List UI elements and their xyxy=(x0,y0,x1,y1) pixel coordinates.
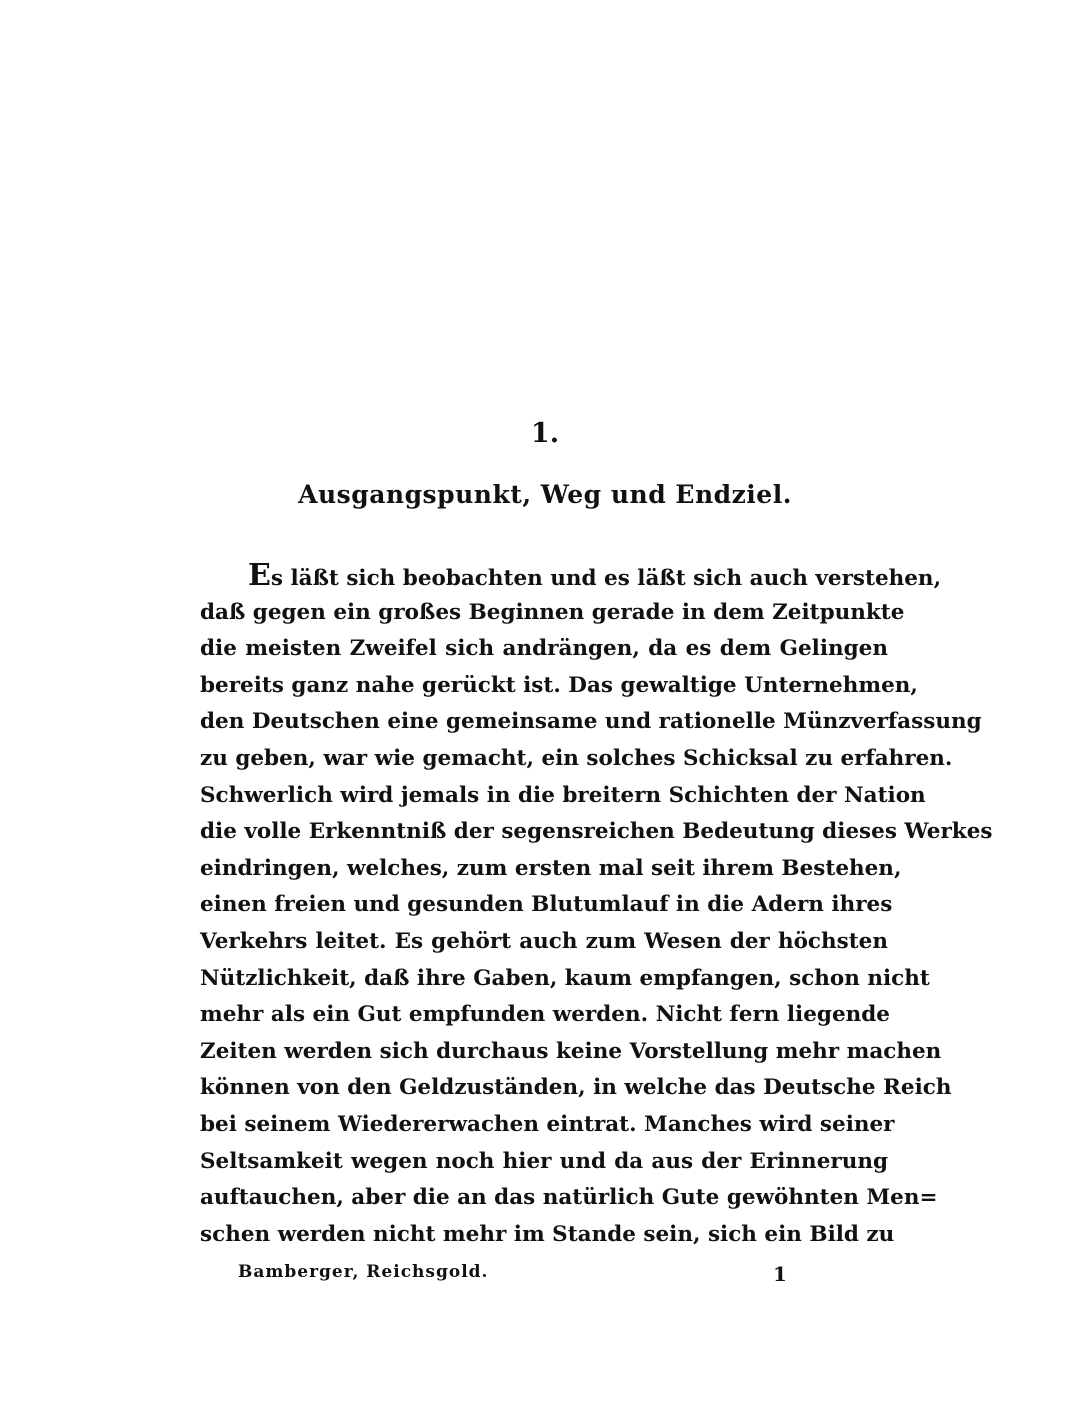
sheet-number: 1 xyxy=(773,1262,787,1286)
signature-mark: Bamberger, Reichsgold. xyxy=(238,1262,489,1282)
text-line: daß gegen ein großes Beginnen gerade in dem Zeitpunkte xyxy=(200,599,905,625)
text-line xyxy=(200,558,942,595)
text-line: einen freien und gesunden Blutumlauf in die Adern ihres xyxy=(200,892,893,918)
text-line: Verkehrs leitet. Es gehört auch zum Wesen der höchsten xyxy=(200,928,888,954)
body-paragraph xyxy=(200,558,993,1253)
text-line: Schwerlich wird jemals in die breitern Schichten der Nation xyxy=(200,782,926,808)
page-footer xyxy=(238,1262,798,1292)
text-line-content: s läßt sich beobachten und es läßt sich auch verstehen, xyxy=(270,566,942,591)
text-line: bei seinem Wiedererwachen eintrat. Manches wird seiner xyxy=(200,1111,895,1137)
text-line: auftauchen, aber die an das natürlich Gute gewöhnten Men= xyxy=(200,1185,938,1211)
text-line: mehr als ein Gut empfunden werden. Nicht fern liegende xyxy=(200,1002,890,1028)
text-line: Zeiten werden sich durchaus keine Vorstellung mehr machen xyxy=(200,1038,942,1064)
text-line: schen werden nicht mehr im Stande sein, sich ein Bild zu xyxy=(200,1221,895,1247)
text-line: die volle Erkenntniß der segensreichen Bedeutung dieses Werkes xyxy=(200,819,993,845)
chapter-title: Ausgangspunkt, Weg und Endziel. xyxy=(298,480,792,509)
text-line: Nützlichkeit, daß ihre Gaben, kaum empfangen, schon nicht xyxy=(200,965,930,991)
text-line: bereits ganz nahe gerückt ist. Das gewaltige Unternehmen, xyxy=(200,672,918,698)
text-line: die meisten Zweifel sich andrängen, da es dem Gelingen xyxy=(200,636,888,662)
text-line: den Deutschen eine gemeinsame und rationelle Münzverfassung xyxy=(200,709,982,735)
text-line: zu geben, war wie gemacht, ein solches Schicksal zu erfahren. xyxy=(200,745,953,771)
text-line: können von den Geldzuständen, in welche das Deutsche Reich xyxy=(200,1075,952,1101)
initial-letter: E xyxy=(248,558,271,593)
text-line: eindringen, welches, zum ersten mal seit ihrem Bestehen, xyxy=(200,855,902,881)
text-line: Seltsamkeit wegen noch hier und da aus der Erinnerung xyxy=(200,1148,888,1174)
chapter-number: 1. xyxy=(530,418,560,449)
